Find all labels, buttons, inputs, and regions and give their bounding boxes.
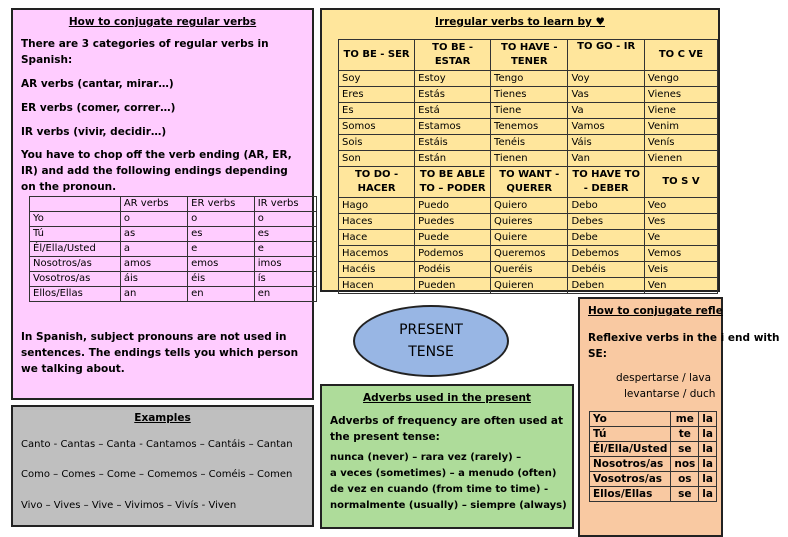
table-cell: a <box>120 242 187 257</box>
table-cell: Vienen <box>644 151 717 167</box>
table-cell: Él/Ella/Usted <box>590 442 671 457</box>
table-cell: Hacéis <box>339 262 415 278</box>
table-cell: Quiere <box>491 230 568 246</box>
table-cell: Debe <box>568 230 644 246</box>
table-cell: Ellos/Ellas <box>590 487 671 502</box>
irregular-verbs-panel <box>320 8 720 292</box>
adverb-line: de vez en cuando (from time to time) - <box>330 484 549 495</box>
table-cell: en <box>254 287 316 302</box>
table-cell: la <box>699 427 717 442</box>
regular-instruction: You have to chop off the verb ending (AR, ER, IR) and add the following endings depending on the pronoun. <box>21 149 292 193</box>
table-cell: Tú <box>590 427 671 442</box>
table-cell: os <box>671 472 699 487</box>
table-cell: Ves <box>644 214 717 230</box>
table-cell: Puedes <box>415 214 491 230</box>
table-cell: Nosotros/as <box>30 257 121 272</box>
table-cell: Podéis <box>415 262 491 278</box>
table-cell: Tienes <box>491 87 568 103</box>
table-cell: Quieres <box>491 214 568 230</box>
center-title-line2: TENSE <box>408 344 454 360</box>
table-cell: Quieren <box>491 278 568 294</box>
table-cell: imos <box>254 257 316 272</box>
table-cell: Estáis <box>415 135 491 151</box>
table-cell: Queréis <box>491 262 568 278</box>
table-row <box>339 246 718 262</box>
example-ir: Vivo – Vives – Vive – Vivimos – Vivís - Viven <box>21 500 237 511</box>
table-cell: Venís <box>644 135 717 151</box>
table-cell: Vienes <box>644 87 717 103</box>
table-header-row <box>339 40 718 71</box>
table-header-cell: TO BE - SER <box>339 40 415 71</box>
table-cell: Vas <box>568 87 644 103</box>
table-row <box>30 287 317 302</box>
adverb-line: a veces (sometimes) – a menudo (often) <box>330 468 557 479</box>
table-cell: Veo <box>644 198 717 214</box>
table-cell: la <box>699 457 717 472</box>
table-cell: nos <box>671 457 699 472</box>
table-cell: Vengo <box>644 71 717 87</box>
table-row <box>590 412 717 427</box>
irregular-verbs-table <box>338 39 718 294</box>
table-header-row <box>30 197 317 212</box>
table-cell: Quiero <box>491 198 568 214</box>
reflexive-pronoun-table <box>589 411 717 502</box>
table-cell: es <box>188 227 255 242</box>
adverbs-title: Adverbs used in the present <box>363 392 531 404</box>
table-cell: Eres <box>339 87 415 103</box>
table-header-cell: TO BE - ESTAR <box>415 40 491 71</box>
table-cell: Deben <box>568 278 644 294</box>
table-cell: Van <box>568 151 644 167</box>
table-cell: Ve <box>644 230 717 246</box>
table-cell: Va <box>568 103 644 119</box>
table-header-cell: AR verbs <box>120 197 187 212</box>
table-cell: Venim <box>644 119 717 135</box>
table-cell: Vosotros/as <box>590 472 671 487</box>
table-row <box>590 427 717 442</box>
table-row <box>339 198 718 214</box>
table-cell: Debo <box>568 198 644 214</box>
category-ar: AR verbs (cantar, mirar…) <box>21 78 174 90</box>
table-row <box>590 472 717 487</box>
reflexive-intro: Reflexive verbs in the i end with SE: <box>588 332 780 360</box>
table-row <box>30 257 317 272</box>
present-tense-oval <box>353 305 509 377</box>
table-cell: Vosotros/as <box>30 272 121 287</box>
table-cell: me <box>671 412 699 427</box>
table-cell: te <box>671 427 699 442</box>
table-cell: Yo <box>30 212 121 227</box>
table-header-cell: IR verbs <box>254 197 316 212</box>
table-cell: áis <box>120 272 187 287</box>
table-cell: Tiene <box>491 103 568 119</box>
table-row <box>30 227 317 242</box>
table-cell: se <box>671 487 699 502</box>
table-cell: Están <box>415 151 491 167</box>
table-row <box>339 103 718 119</box>
pronoun-note: In Spanish, subject pronouns are not used in sentences. The endings tells you which person we talking about. <box>21 331 299 375</box>
table-cell: Ellos/Ellas <box>30 287 121 302</box>
table-cell: Hago <box>339 198 415 214</box>
reflexive-title: How to conjugate refle <box>588 305 723 317</box>
table-cell: Tú <box>30 227 121 242</box>
table-header-cell: TO HAVE TO - DEBER <box>568 167 644 198</box>
table-header-cell: TO WANT - QUERER <box>491 167 568 198</box>
table-cell: e <box>254 242 316 257</box>
table-cell: emos <box>188 257 255 272</box>
table-header-cell: TO C VE <box>644 40 717 71</box>
table-row <box>590 442 717 457</box>
table-cell: Queremos <box>491 246 568 262</box>
table-cell: Soy <box>339 71 415 87</box>
table-cell: Ven <box>644 278 717 294</box>
table-row <box>30 272 317 287</box>
examples-title: Examples <box>134 412 191 424</box>
table-cell: Tengo <box>491 71 568 87</box>
table-cell: en <box>188 287 255 302</box>
table-cell: Estoy <box>415 71 491 87</box>
table-cell: Váis <box>568 135 644 151</box>
table-header-cell: TO GO - IR <box>568 40 644 71</box>
table-cell: Vamos <box>568 119 644 135</box>
table-cell: Estamos <box>415 119 491 135</box>
table-row <box>590 487 717 502</box>
regular-verbs-panel <box>11 8 314 400</box>
table-cell: Haces <box>339 214 415 230</box>
table-cell: Yo <box>590 412 671 427</box>
table-cell: Son <box>339 151 415 167</box>
table-header-cell <box>30 197 121 212</box>
table-cell: Tenemos <box>491 119 568 135</box>
category-ir: IR verbs (vivir, decidir…) <box>21 126 167 138</box>
table-row <box>590 457 717 472</box>
table-cell: o <box>254 212 316 227</box>
regular-verbs-title: How to conjugate regular verbs <box>68 16 257 28</box>
adverb-line: normalmente (usually) – siempre (always) <box>330 500 567 511</box>
table-cell: Tienen <box>491 151 568 167</box>
table-cell: o <box>120 212 187 227</box>
table-cell: Puedo <box>415 198 491 214</box>
table-row <box>339 262 718 278</box>
table-cell: Hacemos <box>339 246 415 262</box>
category-er: ER verbs (comer, correr…) <box>21 102 176 114</box>
table-cell: es <box>254 227 316 242</box>
examples-panel <box>11 405 314 527</box>
table-row <box>339 87 718 103</box>
table-row <box>339 278 718 294</box>
table-row <box>339 151 718 167</box>
table-cell: Veis <box>644 262 717 278</box>
table-row <box>30 212 317 227</box>
table-cell: as <box>120 227 187 242</box>
table-cell: éis <box>188 272 255 287</box>
table-cell: Debéis <box>568 262 644 278</box>
table-cell: an <box>120 287 187 302</box>
table-cell: amos <box>120 257 187 272</box>
table-cell: Voy <box>568 71 644 87</box>
table-cell: Él/Ella/Usted <box>30 242 121 257</box>
table-header-cell: TO HAVE - TENER <box>491 40 568 71</box>
reflexive-verbs-panel <box>578 297 780 537</box>
adverbs-intro: Adverbs of frequency are often used at the present tense: <box>330 415 564 443</box>
table-cell: la <box>699 442 717 457</box>
table-row <box>339 135 718 151</box>
table-cell: Tenéis <box>491 135 568 151</box>
table-cell: la <box>699 487 717 502</box>
table-cell: Puede <box>415 230 491 246</box>
table-cell: Vemos <box>644 246 717 262</box>
table-cell: se <box>671 442 699 457</box>
table-cell: ís <box>254 272 316 287</box>
table-cell: Somos <box>339 119 415 135</box>
table-header-cell: ER verbs <box>188 197 255 212</box>
adverbs-panel <box>320 384 574 529</box>
table-cell: e <box>188 242 255 257</box>
adverb-line: nunca (never) – rara vez (rarely) – <box>330 452 522 463</box>
table-cell: la <box>699 412 717 427</box>
table-cell: Hace <box>339 230 415 246</box>
example-er: Como – Comes – Come – Comemos – Coméis – Comen <box>21 469 293 480</box>
table-row <box>339 71 718 87</box>
table-cell: Nosotros/as <box>590 457 671 472</box>
endings-table <box>29 196 317 302</box>
table-header-cell: TO BE ABLE TO – PODER <box>415 167 491 198</box>
table-row <box>339 230 718 246</box>
table-cell: Estás <box>415 87 491 103</box>
regular-intro: There are 3 categories of regular verbs in Spanish: <box>21 38 269 66</box>
table-cell: o <box>188 212 255 227</box>
center-title-line1: PRESENT <box>399 322 463 338</box>
table-header-cell: TO DO - HACER <box>339 167 415 198</box>
table-cell: Sois <box>339 135 415 151</box>
table-cell: Pueden <box>415 278 491 294</box>
table-cell: Es <box>339 103 415 119</box>
table-cell: la <box>699 472 717 487</box>
table-cell: Está <box>415 103 491 119</box>
table-row <box>339 119 718 135</box>
table-cell: Debemos <box>568 246 644 262</box>
table-cell: Podemos <box>415 246 491 262</box>
table-header-cell: TO S V <box>644 167 717 198</box>
irregular-verbs-title: Irregular verbs to learn by ♥ <box>435 16 605 28</box>
example-ar: Canto - Cantas – Canta - Cantamos – Cantáis – Cantan <box>21 439 293 450</box>
reflexive-example: levantarse / duch <box>624 388 716 400</box>
table-header-row <box>339 167 718 198</box>
reflexive-example: despertarse / lava <box>616 372 712 384</box>
table-cell: Debes <box>568 214 644 230</box>
table-cell: Hacen <box>339 278 415 294</box>
table-cell: Viene <box>644 103 717 119</box>
table-row <box>339 214 718 230</box>
table-row <box>30 242 317 257</box>
